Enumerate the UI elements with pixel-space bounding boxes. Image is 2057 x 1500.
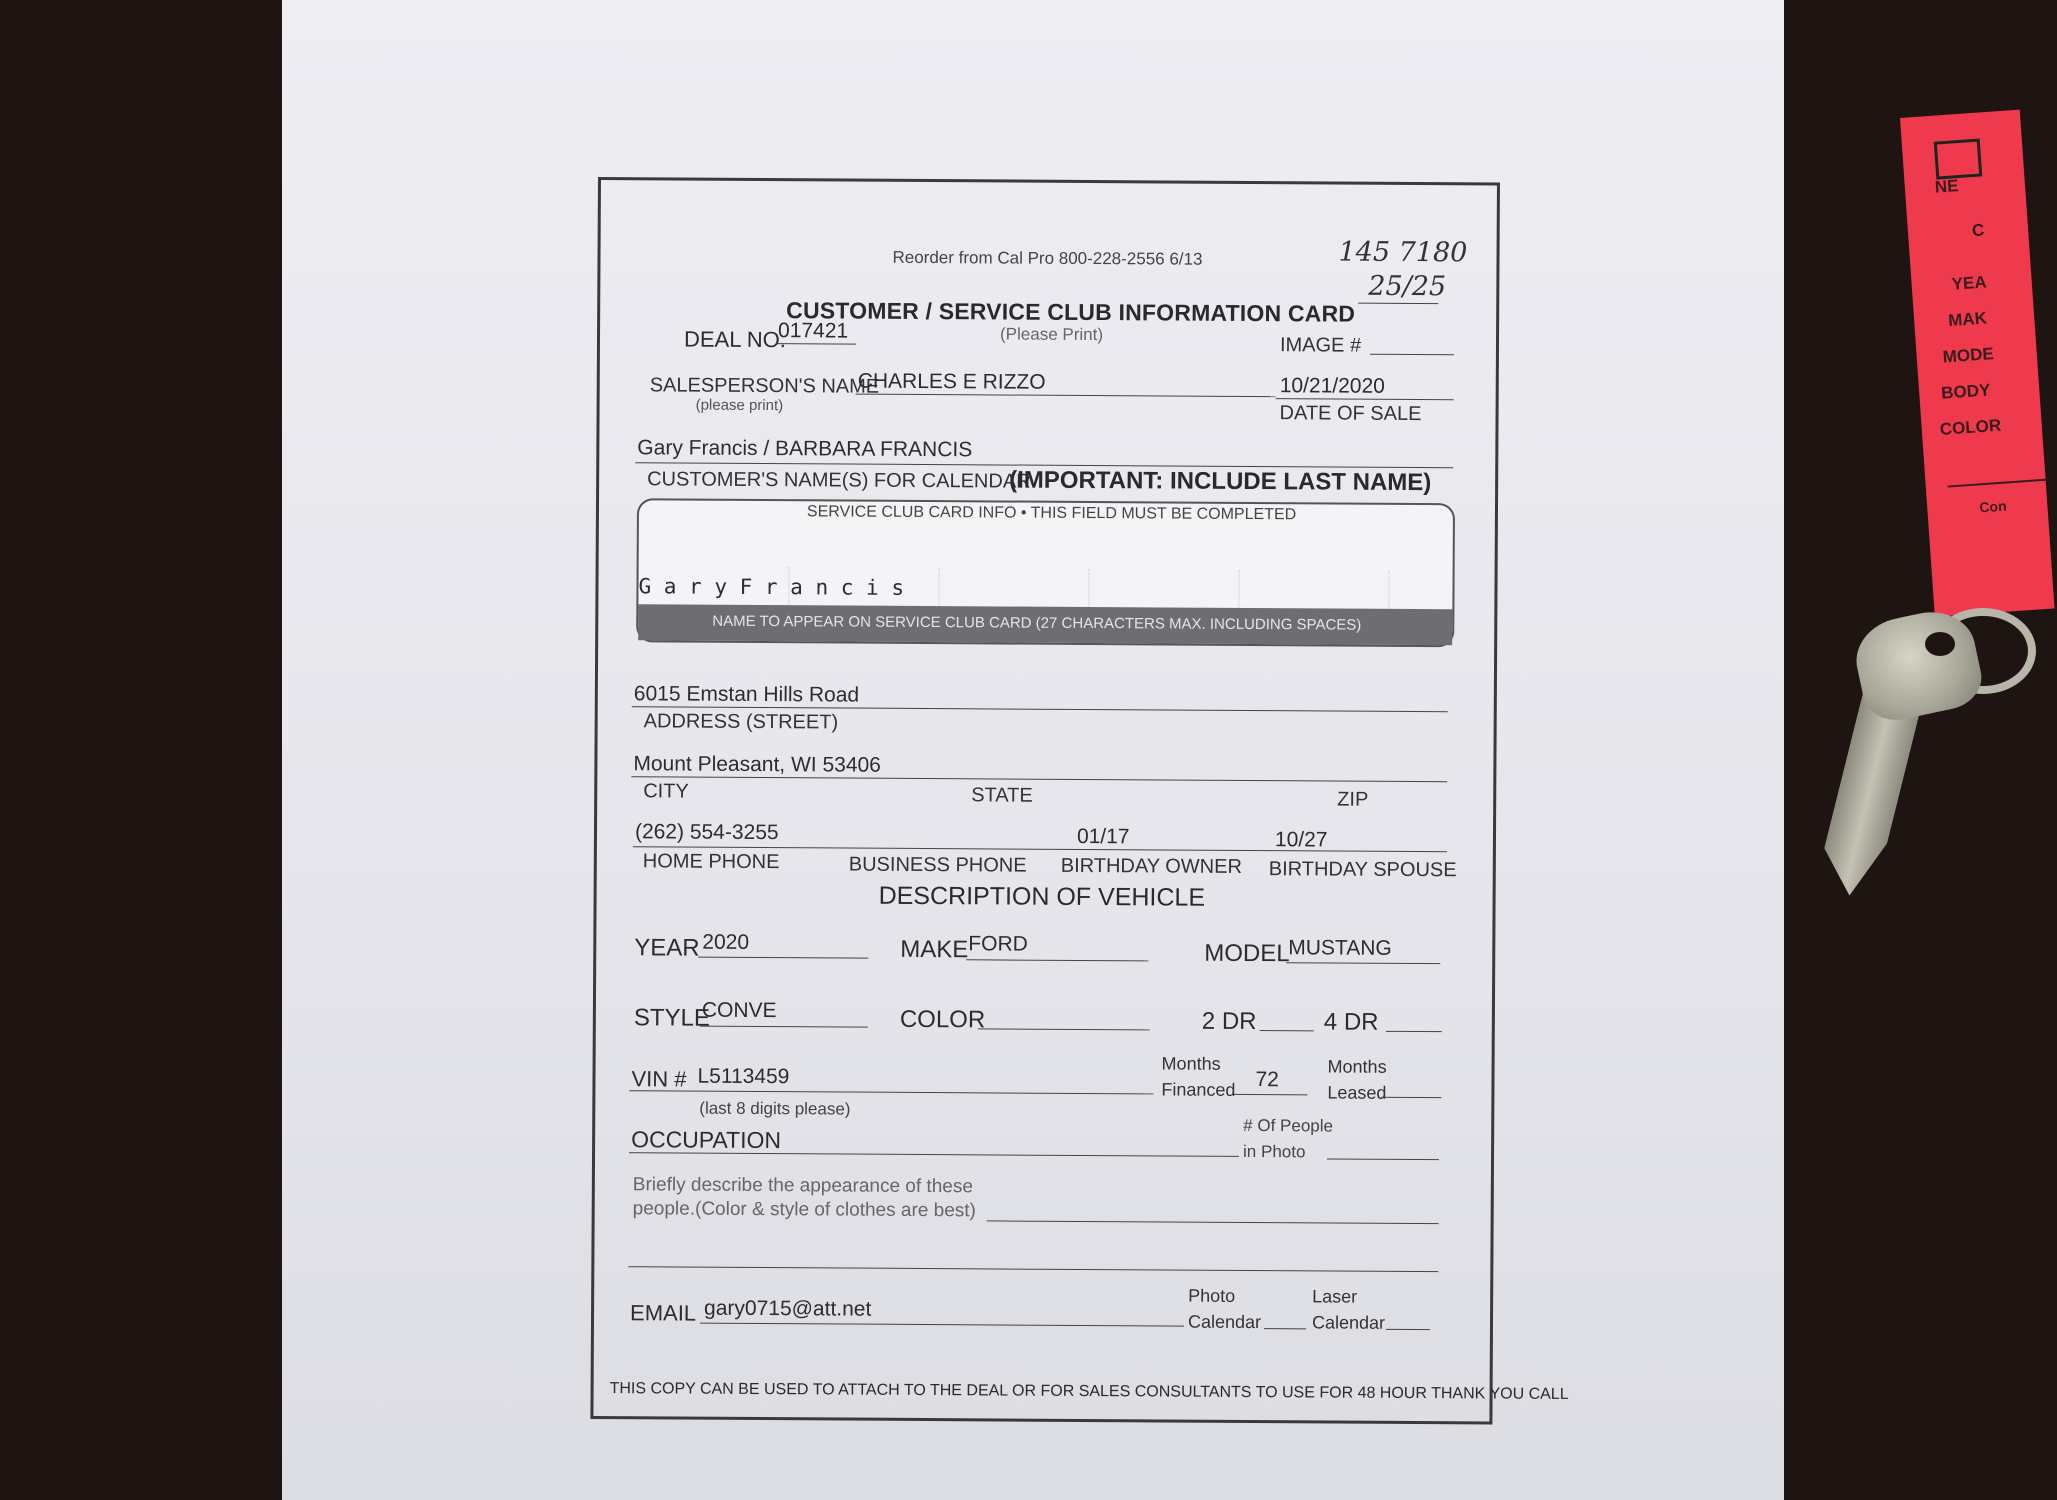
- birthday-spouse-label: BIRTHDAY SPOUSE: [1268, 858, 1457, 882]
- laser-label: Laser: [1312, 1286, 1358, 1307]
- birthday-owner-value: 01/17: [1076, 824, 1130, 849]
- describe-line: [987, 1220, 1439, 1224]
- handwritten-note-1: 145 7180: [1338, 236, 1468, 269]
- vin-line: [629, 1090, 1153, 1094]
- leased-line: [1381, 1097, 1441, 1098]
- tag-text: YEA: [1951, 272, 1988, 294]
- zip-label: ZIP: [1337, 788, 1369, 811]
- photo-calendar-line: [1264, 1328, 1306, 1329]
- char-tick: [1088, 569, 1089, 609]
- occupation-line: [629, 1152, 1239, 1157]
- financed-line: [1233, 1094, 1307, 1095]
- months-financed-top-label: Months: [1161, 1053, 1221, 1074]
- salesperson-label: SALESPERSON'S NAME: [649, 374, 880, 398]
- date-of-sale-label: DATE OF SALE: [1279, 402, 1422, 426]
- address-label: ADDRESS (STREET): [643, 710, 839, 734]
- tag-text: MAK: [1947, 308, 1988, 331]
- tag-checkbox: [1934, 138, 1983, 179]
- leased-label: Leased: [1327, 1082, 1387, 1103]
- year-value: 2020: [702, 930, 750, 954]
- tag-text: COLOR: [1939, 415, 2002, 439]
- customer-names-value: Gary Francis / BARBARA FRANCIS: [637, 436, 973, 462]
- occupation-label: OCCUPATION: [631, 1126, 782, 1154]
- months-financed-value: 72: [1255, 1068, 1279, 1092]
- tag-divider: [1948, 479, 2048, 488]
- describe-extra-line: [628, 1266, 1438, 1272]
- salesperson-value: CHARLES E RIZZO: [857, 369, 1046, 394]
- business-phone-label: BUSINESS PHONE: [848, 853, 1027, 877]
- make-line: [966, 959, 1148, 961]
- color-line: [978, 1028, 1150, 1030]
- email-value: gary0715@att.net: [704, 1296, 872, 1321]
- salesperson-sub: (please print): [695, 396, 784, 415]
- laser-calendar-label: Calendar: [1311, 1312, 1386, 1333]
- form-title: CUSTOMER / SERVICE CLUB INFORMATION CARD: [786, 297, 1356, 327]
- deal-no-value: 017421: [777, 319, 849, 343]
- image-no-label: IMAGE #: [1279, 334, 1362, 357]
- footer-note: THIS COPY CAN BE USED TO ATTACH TO THE DEAL OR FOR SALES CONSULTANTS TO USE FOR 48 HOUR THANK YOU CALL: [609, 1380, 1569, 1403]
- deal-no-line: [776, 343, 856, 344]
- style-line: [700, 1026, 868, 1028]
- photo-label: Photo: [1188, 1285, 1236, 1306]
- salesperson-line: [856, 394, 1276, 398]
- char-tick: [938, 568, 939, 608]
- model-line: [1286, 962, 1440, 964]
- describe-line-2: people.(Color & style of clothes are best): [632, 1198, 976, 1222]
- vin-label: VIN #: [631, 1066, 687, 1092]
- key-hole: [1925, 632, 1955, 656]
- vehicle-header: DESCRIPTION OF VEHICLE: [878, 881, 1206, 912]
- tag-text: Con: [1978, 497, 2008, 516]
- tag-text: NE: [1934, 176, 1960, 197]
- four-dr-label: 4 DR: [1323, 1008, 1379, 1036]
- address-value: 6015 Emstan Hills Road: [633, 682, 860, 707]
- club-card-box: [636, 498, 1455, 647]
- style-value: CONVE: [701, 998, 777, 1023]
- describe-line-1: Briefly describe the appearance of these: [632, 1174, 974, 1198]
- vin-sub: (last 8 digits please): [699, 1098, 851, 1119]
- people-in-photo-label-2: in Photo: [1243, 1141, 1306, 1162]
- customer-names-label: CUSTOMER'S NAME(S) FOR CALENDAR: [647, 468, 1031, 493]
- handwritten-note-2: 25/25: [1368, 270, 1447, 303]
- city-line: [631, 776, 1447, 782]
- club-card-footer: NAME TO APPEAR ON SERVICE CLUB CARD (27 CHARACTERS MAX. INCLUDING SPACES): [712, 612, 1362, 634]
- home-phone-label: HOME PHONE: [642, 850, 780, 874]
- vin-value: L5113459: [697, 1064, 790, 1089]
- people-in-photo-line: [1327, 1158, 1439, 1160]
- important-note: (IMPORTANT: INCLUDE LAST NAME): [1009, 466, 1432, 497]
- model-value: MUSTANG: [1288, 936, 1392, 960]
- email-line: [700, 1323, 1184, 1327]
- city-label: CITY: [643, 780, 689, 803]
- key-blade: [1815, 693, 1922, 902]
- model-label: MODEL: [1204, 939, 1290, 968]
- home-phone-value: (262) 554-3255: [634, 820, 779, 845]
- image-no-line: [1370, 354, 1454, 356]
- club-card-footer-bar: [638, 604, 1452, 645]
- make-label: MAKE: [900, 935, 969, 964]
- two-dr-line: [1260, 1030, 1314, 1031]
- tag-text: BODY: [1940, 380, 1991, 403]
- reorder-note: Reorder from Cal Pro 800-228-2556 6/13: [892, 247, 1203, 269]
- tag-text: C: [1971, 220, 1985, 241]
- style-label: STYLE: [633, 1004, 710, 1032]
- birthday-spouse-value: 10/27: [1274, 828, 1328, 852]
- club-card-header: SERVICE CLUB CARD INFO • THIS FIELD MUST BE COMPLETED: [806, 503, 1297, 524]
- city-value: Mount Pleasant, WI 53406: [633, 752, 881, 777]
- year-line: [698, 957, 868, 959]
- please-print-note: (Please Print): [999, 324, 1104, 345]
- months-leased-top-label: Months: [1327, 1056, 1387, 1077]
- red-key-tag: [1900, 110, 2055, 617]
- year-label: YEAR: [634, 934, 700, 962]
- service-club-card-form: [590, 177, 1569, 1424]
- date-of-sale-value: 10/21/2020: [1279, 374, 1385, 398]
- char-tick: [1388, 571, 1389, 611]
- birthday-owner-label: BIRTHDAY OWNER: [1060, 854, 1243, 878]
- financed-label: Financed: [1161, 1079, 1236, 1100]
- char-tick: [1238, 570, 1239, 610]
- make-value: FORD: [968, 932, 1028, 956]
- handwritten-underline: [1358, 303, 1438, 304]
- laser-calendar-line: [1386, 1329, 1430, 1330]
- email-label: EMAIL: [629, 1300, 697, 1326]
- photo-calendar-label: Calendar: [1187, 1311, 1262, 1333]
- state-label: STATE: [971, 784, 1033, 807]
- people-in-photo-label-1: # Of People: [1243, 1115, 1334, 1136]
- four-dr-line: [1386, 1031, 1442, 1032]
- date-of-sale-line: [1276, 398, 1454, 400]
- deal-no-label: DEAL NO.: [683, 326, 786, 353]
- club-card-name: G a r y F r a n c i s: [638, 574, 905, 600]
- color-label: COLOR: [899, 1005, 986, 1034]
- two-dr-label: 2 DR: [1201, 1007, 1257, 1036]
- tag-text: MODE: [1942, 344, 1995, 367]
